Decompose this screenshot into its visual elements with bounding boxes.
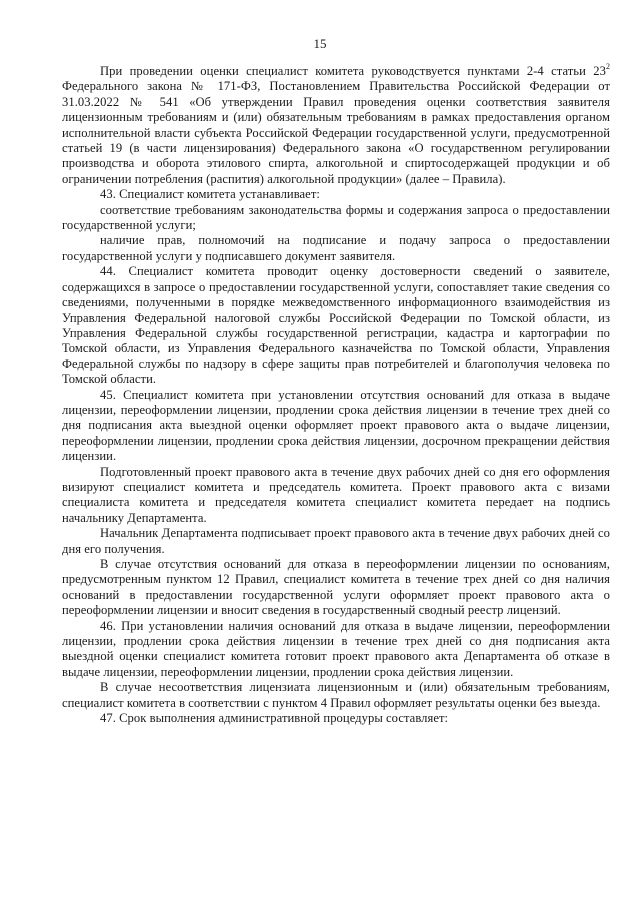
page-number: 15 [313,36,327,51]
paragraph-43-item-1: соответствие требованиям законодательства формы и содержания запроса о предоставлении государственной услуги; [62,202,610,233]
paragraph-45-reissue: В случае отсутствия оснований для отказа в переоформлении лицензии по основаниям, предусмотренным пунктом 12 Правил, специалист комитета в течение трех дней со дня наличия оснований в предоставлении государственной услуги оформляет проект правового акта о переоформлении лицензии и вносит сведения в государственный сводный реестр лицензий. [62,557,610,618]
paragraph-42-assessment-rules [62,61,610,187]
paragraph-43-item-2: наличие прав, полномочий на подписание и подачу запроса о предоставлении государственной услуги у подписавшего документ заявителя. [62,233,610,263]
paragraph-45: 45. Специалист комитета при установлении отсутствия оснований для отказа в выдаче лицензии, переоформлении лицензии, продлении срока действия лицензии в течение трех дней со дня подписания акта выездной оценки оформляет проект правового акта о выдаче лицензии, переоформлении лицензии, продлении срока действия лицензии, досрочном прекращении действия лицензии. [62,387,610,464]
paragraph-47: 47. Срок выполнения административной процедуры составляет: [100,711,449,726]
paragraph-46: 46. При установлении наличия оснований для отказа в выдаче лицензии, переоформлении лицензии, продлении срока действия лицензии в течение трех дней со дня подписания акта выездной оценки специалист комитета готовит проект правового акта Департамента об отказе в выдаче лицензии, переоформлении лицензии, продлении срока действия лицензии. [62,618,610,679]
superscript: 2 [605,61,610,71]
paragraph-46-noncompliance: В случае несоответствия лицензиата лицензионным и (или) обязательным требованиям, специалист комитета в соответствии с пунктом 4 Правил оформляет результаты оценки без выезда. [62,680,610,710]
paragraph-45-draft-approval: Подготовленный проект правового акта в течение двух рабочих дней со дня его оформления визируют специалист комитета и председатель комитета. Проект правового акта с визами специалиста комитета и председателя комитета специалист комитета передает на подпись начальнику Департамента. [62,464,610,525]
paragraph-text: При проведении оценки специалист комитета руководствуется пунктами 2-4 статьи 23 [100,64,606,78]
document-body [62,61,610,726]
paragraph-43: 43. Специалист комитета устанавливает: [100,187,320,202]
paragraph-text: Федерального закона № 171-ФЗ, Постановлением Правительства Российской Федерации от 31.03.2022 № 541 «Об утверждении Правил проведения оценки соответствия заявителя лицензионным требованиям и (или) обязательным требованиям в рамках предоставления органом исполнительной власти субъекта Российской Федерации государственной услуги, предусмотренной статьей 19 (в части лицензирования) Федерального закона «О государственном регулировании производства и оборота этилового спирта, алкогольной и спиртосодержащей продукции и об ограничении потребления (распития) алкогольной продукции» (далее – Правила). [62,79,610,186]
paragraph-45-head-signature: Начальник Департамента подписывает проект правового акта в течение двух рабочих дней со дня его получения. [62,526,610,556]
paragraph-44: 44. Специалист комитета проводит оценку достоверности сведений о заявителе, содержащихся в запросе о предоставлении государственной услуги, сопоставляет такие сведения со сведениями, полученными в порядке межведомственного информационного взаимодействия из Управления Федеральной налоговой службы Российской Федерации по Томской области, из Управления Федеральной службы государственной регистрации, кадастра и картографии по Томской области, из Управления Федерального казначейства по Томской области, Управления Федеральной службы по надзору в сфере защиты прав потребителей и благополучия человека по Томской области. [62,264,610,387]
